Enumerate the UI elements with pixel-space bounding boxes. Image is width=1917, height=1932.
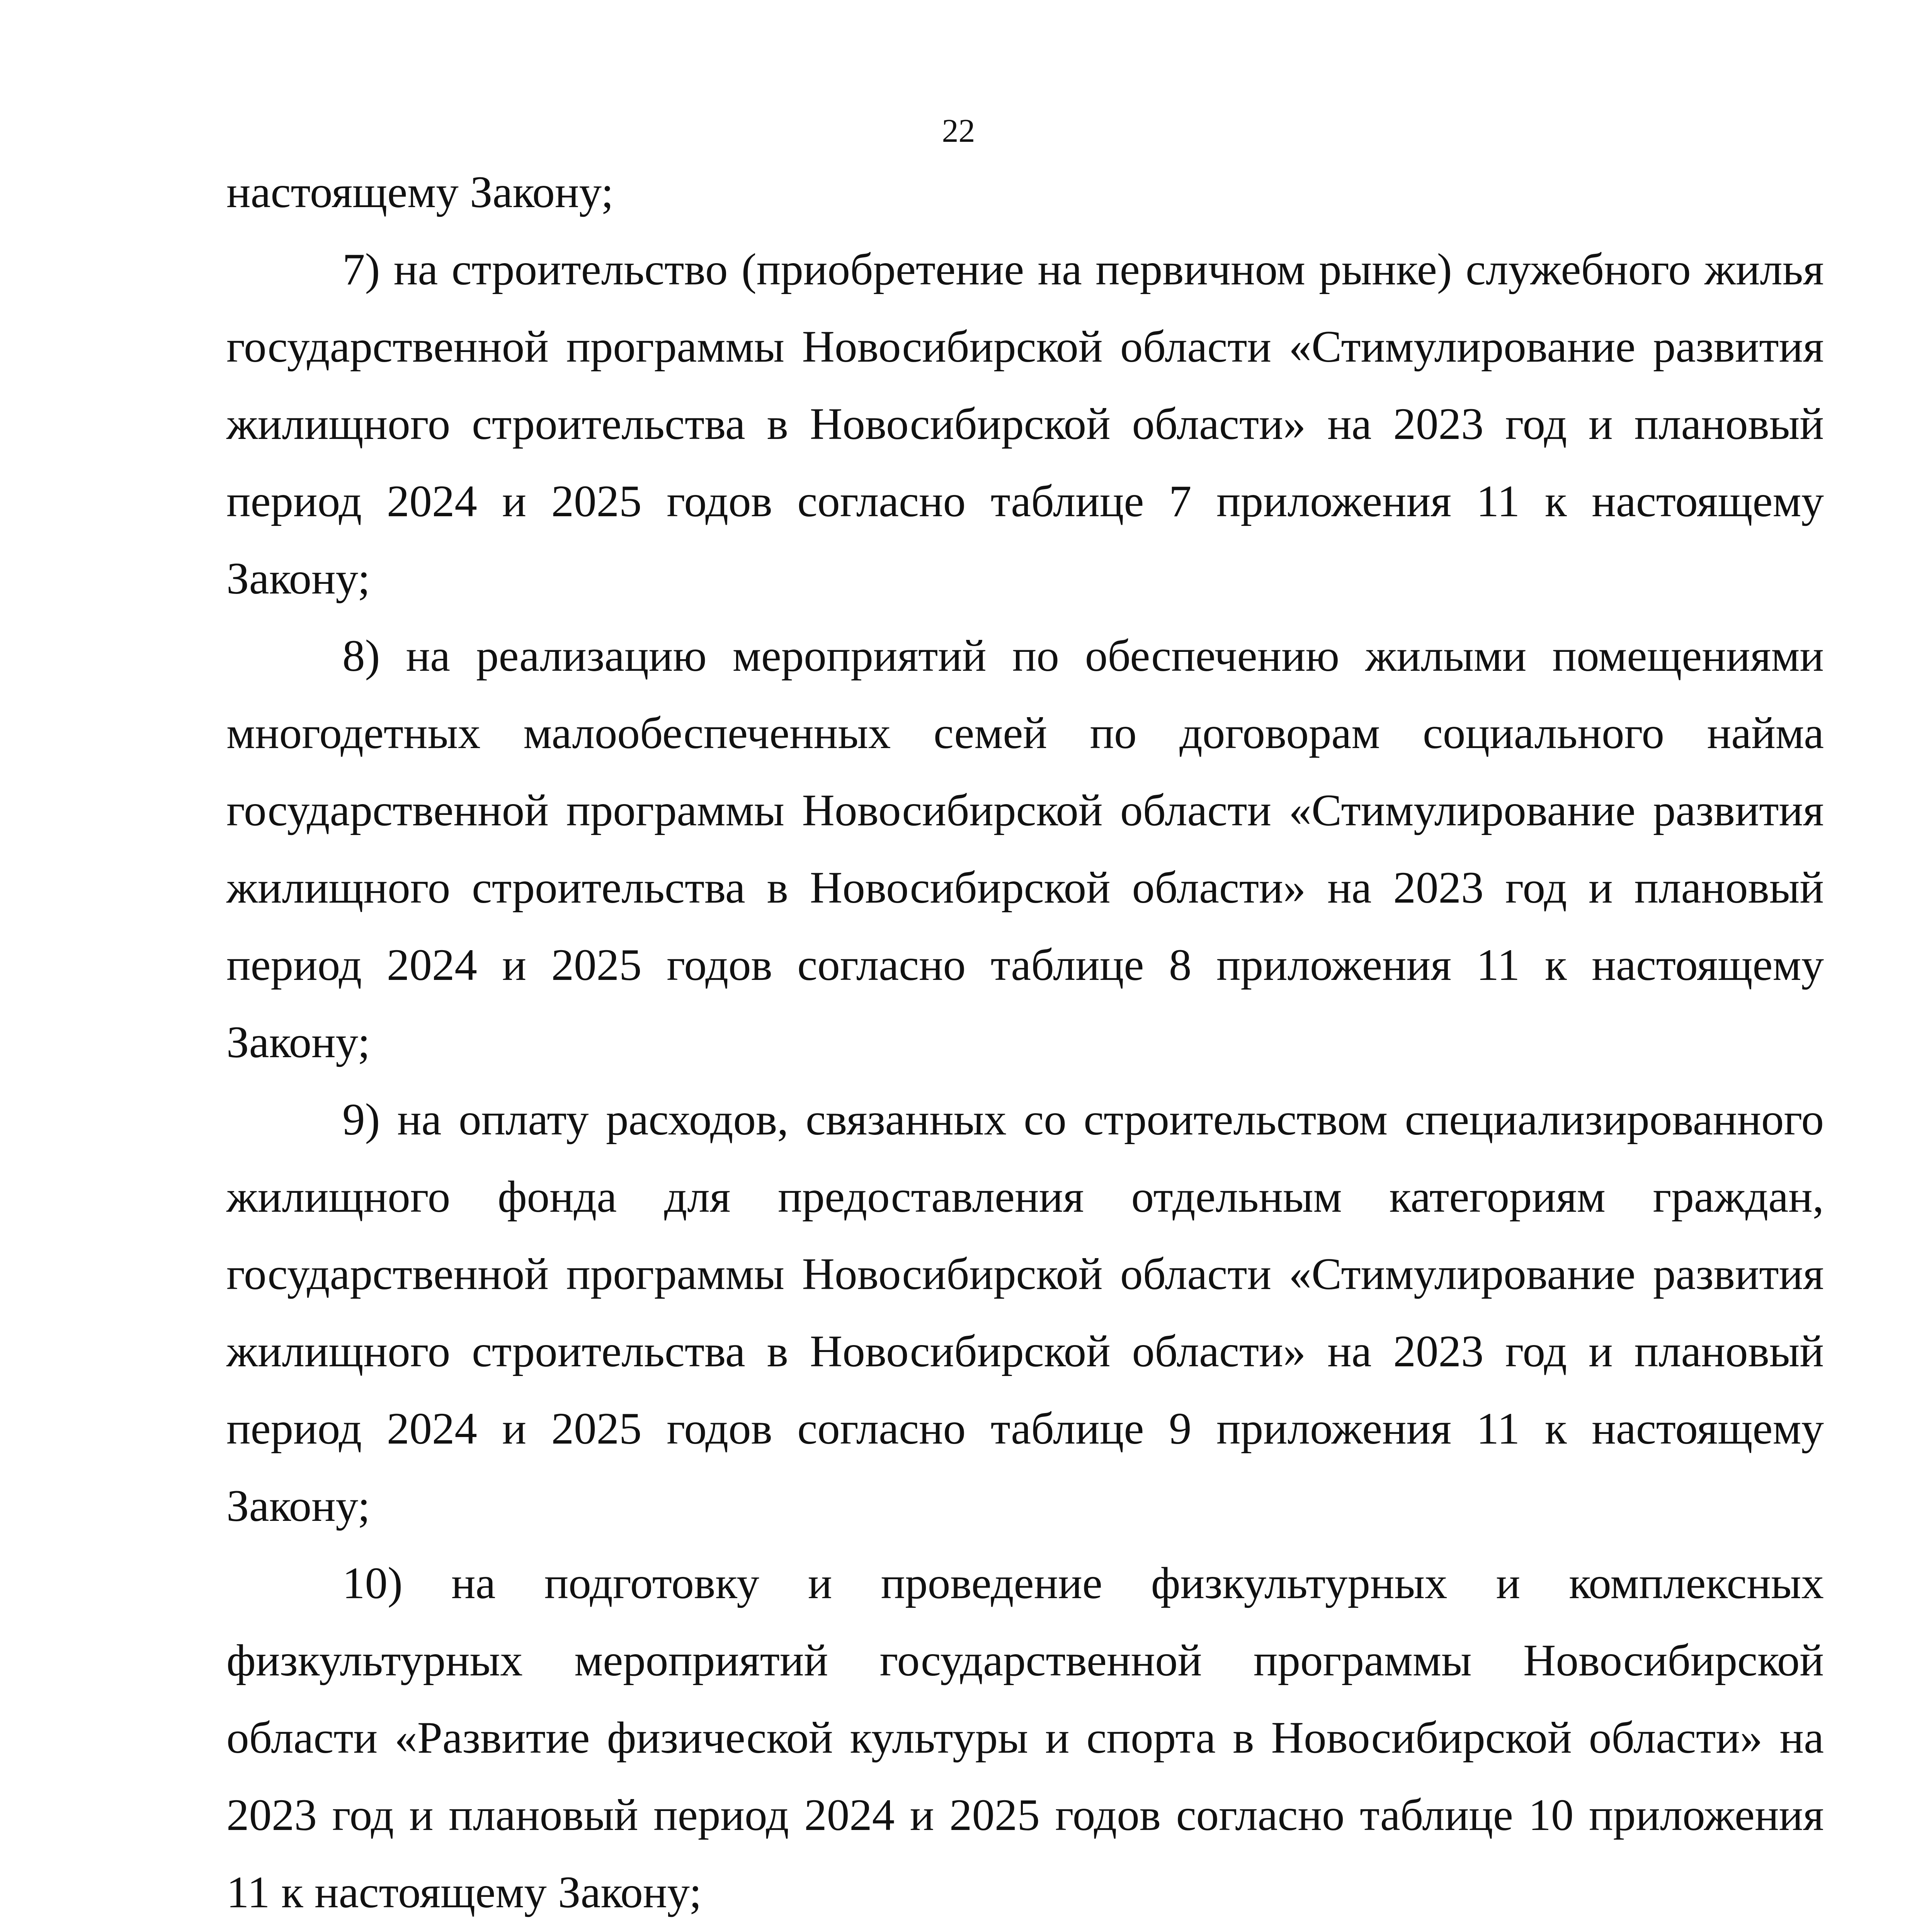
paragraph-item-7: 7) на строительство (приобретение на первичном рынке) служебного жилья государственной программы Новосибирской области «Стимулирование развития жилищного строительства в Новосибирской области» на 2023 год и плановый период 2024 и 2025 годов согласно таблице 7 приложения 11 к настоящему Закону; [226, 245, 1824, 604]
paragraph-item-10: 10) на подготовку и проведение физкультурных и комплексных физкультурных мероприятий государственной программы Новосибирской области «Развитие физической культуры и спорта в Новосибирской области» на 2023 год и плановый период 2024 и 2025 годов согласно таблице 10 приложения 11 к настоящему Закону; [226, 1558, 1824, 1917]
paragraph-continuation: настоящему Закону; [226, 167, 614, 217]
document-body [226, 154, 1824, 1932]
page-number: 22 [942, 112, 975, 149]
paragraph-item-9: 9) на оплату расходов, связанных со строительством специализированного жилищного фонда для предоставления отдельным категориям граждан, государственной программы Новосибирской области «Стимулирование развития жилищного строительства в Новосибирской области» на 2023 год и плановый период 2024 и 2025 годов согласно таблице 9 приложения 11 к настоящему Закону; [226, 1095, 1824, 1531]
paragraph-item-8: 8) на реализацию мероприятий по обеспечению жилыми помещениями многодетных малообеспеченных семей по договорам социального найма государственной программы Новосибирской области «Стимулирование развития жилищного строительства в Новосибирской области» на 2023 год и плановый период 2024 и 2025 годов согласно таблице 8 приложения 11 к настоящему Закону; [226, 631, 1824, 1067]
